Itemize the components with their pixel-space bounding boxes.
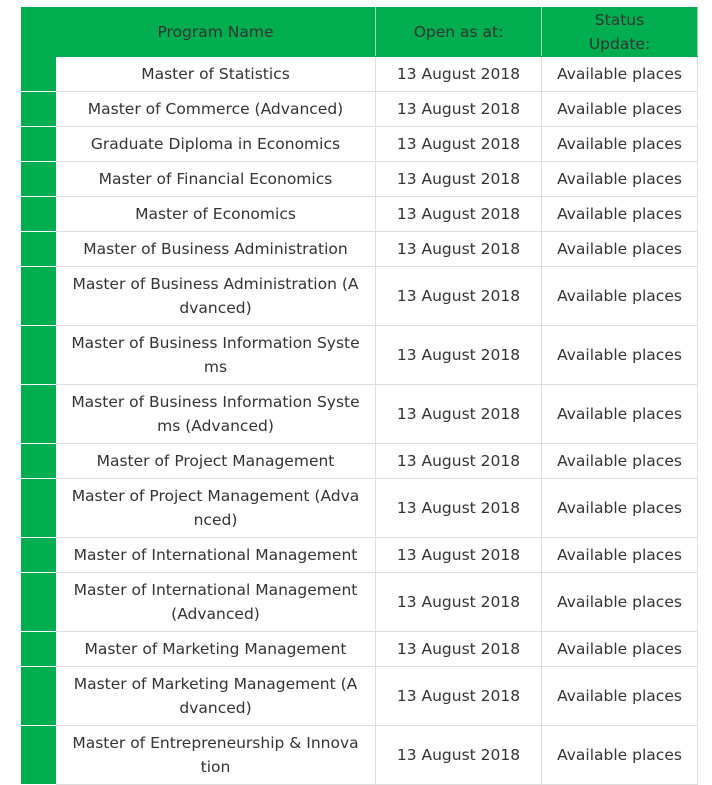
table-row [22,573,698,632]
status-cell: Available places [542,197,698,232]
open-date-cell: 13 August 2018 [376,385,542,444]
program-name-cell: Master of Entrepreneurship & Innovation [56,726,376,785]
open-date-cell: 13 August 2018 [376,267,542,326]
header-status-update: Status Update: [542,8,698,57]
row-stub-cell [22,479,56,538]
row-stub-cell [22,538,56,573]
table-row [22,444,698,479]
table-row [22,267,698,326]
program-name-cell: Master of Statistics [56,57,376,92]
row-stub-cell [22,632,56,667]
open-date-cell: 13 August 2018 [376,538,542,573]
program-name-cell: Master of Business Administration (Advanced) [56,267,376,326]
row-stub-cell [22,726,56,785]
program-name-cell: Master of Commerce (Advanced) [56,92,376,127]
row-stub-cell [22,573,56,632]
status-cell: Available places [542,667,698,726]
status-cell: Available places [542,573,698,632]
row-stub-cell [22,232,56,267]
table-row [22,197,698,232]
row-stub-cell [22,667,56,726]
row-stub-cell [22,197,56,232]
program-name-cell: Master of Financial Economics [56,162,376,197]
status-cell: Available places [542,632,698,667]
programs-table [21,7,698,785]
row-stub-cell [22,444,56,479]
program-name-cell: Master of International Management (Advanced) [56,573,376,632]
row-stub-cell [22,57,56,92]
table-row [22,479,698,538]
status-cell: Available places [542,162,698,197]
table-row [22,632,698,667]
status-cell: Available places [542,232,698,267]
open-date-cell: 13 August 2018 [376,573,542,632]
open-date-cell: 13 August 2018 [376,57,542,92]
table-row [22,92,698,127]
open-date-cell: 13 August 2018 [376,326,542,385]
open-date-cell: 13 August 2018 [376,232,542,267]
table-body [22,57,698,785]
row-stub-cell [22,385,56,444]
table-row [22,538,698,573]
program-name-cell: Master of Economics [56,197,376,232]
program-name-cell: Master of International Management [56,538,376,573]
open-date-cell: 13 August 2018 [376,726,542,785]
program-name-cell: Master of Project Management (Advanced) [56,479,376,538]
table-row [22,326,698,385]
open-date-cell: 13 August 2018 [376,127,542,162]
table-row [22,127,698,162]
status-cell: Available places [542,479,698,538]
header-stub-cell [22,8,56,57]
program-name-cell: Master of Marketing Management (Advanced) [56,667,376,726]
table-row [22,162,698,197]
table-row [22,232,698,267]
status-cell: Available places [542,92,698,127]
table-header [22,8,698,57]
table-row [22,667,698,726]
program-name-cell: Master of Business Administration [56,232,376,267]
header-open-as-at: Open as at: [376,8,542,57]
header-program-name: Program Name [56,8,376,57]
status-cell: Available places [542,326,698,385]
status-cell: Available places [542,267,698,326]
table-row [22,385,698,444]
program-name-cell: Master of Marketing Management [56,632,376,667]
status-cell: Available places [542,444,698,479]
open-date-cell: 13 August 2018 [376,162,542,197]
open-date-cell: 13 August 2018 [376,197,542,232]
open-date-cell: 13 August 2018 [376,92,542,127]
open-date-cell: 13 August 2018 [376,632,542,667]
table-row [22,57,698,92]
program-name-cell: Master of Business Information Systems (Advanced) [56,385,376,444]
open-date-cell: 13 August 2018 [376,479,542,538]
row-stub-cell [22,267,56,326]
open-date-cell: 13 August 2018 [376,444,542,479]
header-row [22,8,698,57]
program-name-cell: Graduate Diploma in Economics [56,127,376,162]
status-cell: Available places [542,57,698,92]
row-stub-cell [22,127,56,162]
row-stub-cell [22,162,56,197]
status-cell: Available places [542,127,698,162]
row-stub-cell [22,326,56,385]
status-cell: Available places [542,726,698,785]
table-row [22,726,698,785]
status-cell: Available places [542,385,698,444]
program-name-cell: Master of Project Management [56,444,376,479]
programs-table-container [21,7,697,785]
open-date-cell: 13 August 2018 [376,667,542,726]
program-name-cell: Master of Business Information Systems [56,326,376,385]
row-stub-cell [22,92,56,127]
status-cell: Available places [542,538,698,573]
